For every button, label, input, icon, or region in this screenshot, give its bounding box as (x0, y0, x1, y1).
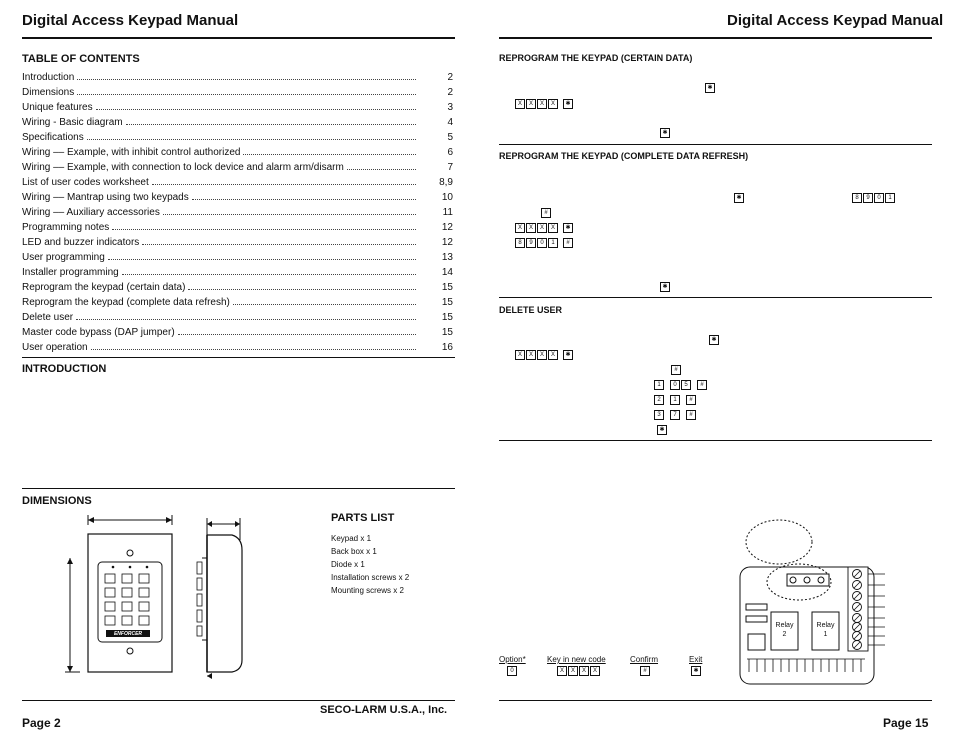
key-x: X (548, 350, 558, 360)
section-rule (499, 297, 932, 298)
key-hash: # (541, 208, 551, 218)
toc-entry (22, 263, 453, 278)
key-1: 1 (670, 395, 680, 405)
key-star: ✱ (563, 350, 573, 360)
toc-leader-dots (87, 139, 416, 140)
toc-entry (22, 278, 453, 293)
toc-entry-page: 15 (441, 282, 453, 293)
toc-entry (22, 188, 453, 203)
circuit-board-diagram (735, 512, 887, 690)
key-9: 9 (863, 193, 873, 203)
parts-item: Mounting screws x 2 (331, 586, 404, 595)
parts-item: Back box x 1 (331, 547, 377, 556)
key-hash: # (563, 238, 573, 248)
toc-entry (22, 113, 453, 128)
legend-exit-key: ✱ (691, 666, 701, 676)
parts-item: Diode x 1 (331, 560, 365, 569)
toc-entry-page: 11 (442, 207, 453, 218)
toc-entry-title: User operation (22, 342, 88, 353)
key-hash: # (697, 380, 707, 390)
toc-entry (22, 293, 453, 308)
parts-item: Keypad x 1 (331, 534, 372, 543)
section-reprogram-complete-title: REPROGRAM THE KEYPAD (COMPLETE DATA REFRESH) (499, 151, 749, 161)
toc-entry (22, 83, 453, 98)
key-1: 1 (654, 380, 664, 390)
toc-entry (22, 128, 453, 143)
legend-confirm-key: # (640, 666, 650, 676)
left-header-rule (22, 37, 455, 39)
footer-company: SECO-LARM U.S.A., Inc. (320, 704, 448, 716)
toc-leader-dots (152, 184, 416, 185)
toc-entry (22, 338, 453, 353)
key-star: ✱ (660, 282, 670, 292)
key-star: ✱ (660, 128, 670, 138)
toc-entry-page: 10 (441, 192, 453, 203)
toc-entry-title: Specifications (22, 132, 84, 143)
key-x: X (526, 350, 536, 360)
key-star: ✱ (563, 99, 573, 109)
toc-entry-title: Introduction (22, 72, 75, 83)
toc-entry-page: 12 (441, 237, 453, 248)
toc-entry-title: Dimensions (22, 87, 75, 98)
toc-leader-dots (77, 79, 416, 80)
toc-leader-dots (142, 244, 416, 245)
toc-entry-page: 13 (441, 252, 453, 263)
dimensions-rule (22, 488, 455, 489)
toc-entry-page: 16 (441, 342, 453, 353)
key-8: 8 (852, 193, 862, 203)
toc-entry-title: User programming (22, 252, 105, 263)
key-star: ✱ (734, 193, 744, 203)
toc-leader-dots (76, 319, 416, 320)
toc-entry-page: 7 (447, 162, 453, 173)
toc-leader-dots (188, 289, 416, 290)
section-delete-user-title: DELETE USER (499, 305, 563, 315)
key-8: 8 (515, 238, 525, 248)
dimensions-title: DIMENSIONS (22, 495, 92, 507)
toc-entry-page: 15 (441, 297, 453, 308)
toc-entry-title: Reprogram the keypad (complete data refresh) (22, 297, 230, 308)
legend-new-code-label: Key in new code (547, 655, 606, 664)
key-x: X (537, 350, 547, 360)
key-0: 0 (537, 238, 547, 248)
key-x: X (515, 223, 525, 233)
legend-new-code-key: X (557, 666, 567, 676)
toc-entry-title: Installer programming (22, 267, 119, 278)
toc-entry (22, 248, 453, 263)
legend-exit-label: Exit (689, 655, 703, 664)
key-star: ✱ (657, 425, 667, 435)
relay-1-label: Relay 1 (816, 622, 835, 638)
key-hash: # (671, 365, 681, 375)
section-reprogram-certain-title: REPROGRAM THE KEYPAD (CERTAIN DATA) (499, 53, 693, 63)
parts-item: Installation screws x 2 (331, 573, 410, 582)
intro-title: INTRODUCTION (22, 363, 107, 375)
intro-rule (22, 357, 455, 358)
toc-leader-dots (91, 349, 416, 350)
key-x: X (515, 350, 525, 360)
key-x: X (515, 99, 525, 109)
toc-entry-title: Programming notes (22, 222, 110, 233)
toc-entry (22, 143, 453, 158)
legend-confirm-label: Confirm (630, 655, 659, 664)
left-footer-rule (22, 700, 455, 701)
toc-entry (22, 233, 453, 248)
keypad-dimension-drawing (60, 510, 260, 685)
toc-entry (22, 98, 453, 113)
key-x: X (526, 223, 536, 233)
key-x: X (548, 223, 558, 233)
key-1: 1 (548, 238, 558, 248)
toc-leader-dots (108, 259, 416, 260)
toc-entry (22, 173, 453, 188)
toc-entry-page: 12 (441, 222, 453, 233)
key-0: 0 (874, 193, 884, 203)
relay-2-label: Relay 2 (775, 622, 794, 638)
toc-entry (22, 158, 453, 173)
key-star: ✱ (709, 335, 719, 345)
toc-entry-page: 2 (447, 72, 453, 83)
toc-entry-page: 3 (447, 102, 453, 113)
toc-leader-dots (243, 154, 416, 155)
toc-entry-page: 5 (447, 132, 453, 143)
key-hash: # (686, 395, 696, 405)
toc-leader-dots (96, 109, 416, 110)
key-star: ✱ (705, 83, 715, 93)
right-page-header: Digital Access Keypad Manual (727, 12, 944, 29)
left-page-header: Digital Access Keypad Manual (22, 12, 239, 29)
left-page-number: Page 2 (22, 716, 61, 730)
toc-entry-title: Master code bypass (DAP jumper) (22, 327, 175, 338)
toc-entry-title: Reprogram the keypad (certain data) (22, 282, 186, 293)
toc-entry-page: 6 (447, 147, 453, 158)
toc-entry (22, 68, 453, 83)
key-5: 5 (681, 380, 691, 390)
toc-entry-title: Wiring –– Example, with inhibit control authorized (22, 147, 241, 158)
toc-entry-title: List of user codes worksheet (22, 177, 149, 188)
legend-option-label: Option* (499, 655, 526, 664)
legend-new-code-key: X (579, 666, 589, 676)
toc-entry-title: Unique features (22, 102, 93, 113)
toc-entry-page: 2 (447, 87, 453, 98)
key-9: 9 (526, 238, 536, 248)
right-footer-rule (499, 700, 932, 701)
toc-title: TABLE OF CONTENTS (22, 53, 140, 65)
toc-leader-dots (122, 274, 416, 275)
right-page-number: Page 15 (883, 716, 929, 730)
key-x: X (537, 99, 547, 109)
toc-entry-page: 4 (447, 117, 453, 128)
legend-new-code-key: X (590, 666, 600, 676)
key-hash: # (686, 410, 696, 420)
key-7: 7 (670, 410, 680, 420)
toc-entry-page: 15 (441, 327, 453, 338)
toc-entry (22, 323, 453, 338)
toc-entry (22, 203, 453, 218)
section-rule (499, 144, 932, 145)
toc-leader-dots (347, 169, 416, 170)
legend-option-key: 0 (507, 666, 517, 676)
toc-entry-title: Wiring - Basic diagram (22, 117, 123, 128)
key-x: X (537, 223, 547, 233)
toc-leader-dots (112, 229, 416, 230)
key-2: 2 (654, 395, 664, 405)
toc-entry-title: Wiring –– Mantrap using two keypads (22, 192, 189, 203)
toc-entry-title: Wiring –– Auxiliary accessories (22, 207, 160, 218)
key-0: 0 (670, 380, 680, 390)
keypad-brand-label: ENFORCER (113, 631, 143, 637)
key-star: ✱ (563, 223, 573, 233)
toc-leader-dots (163, 214, 416, 215)
toc-leader-dots (233, 304, 416, 305)
key-3: 3 (654, 410, 664, 420)
toc-leader-dots (178, 334, 416, 335)
parts-list-title: PARTS LIST (331, 512, 395, 524)
right-header-rule (499, 37, 932, 39)
toc-entry-page: 8,9 (439, 177, 453, 188)
toc-leader-dots (126, 124, 416, 125)
legend-new-code-key: X (568, 666, 578, 676)
toc-entry (22, 218, 453, 233)
toc-entry-page: 15 (441, 312, 453, 323)
toc-leader-dots (77, 94, 416, 95)
key-x: X (548, 99, 558, 109)
key-1: 1 (885, 193, 895, 203)
toc-entry-page: 14 (441, 267, 453, 278)
toc-entry-title: LED and buzzer indicators (22, 237, 140, 248)
toc-entry-title: Delete user (22, 312, 74, 323)
toc-entry-title: Wiring –– Example, with connection to lock device and alarm arm/disarm (22, 162, 344, 173)
section-rule (499, 440, 932, 441)
toc-entry (22, 308, 453, 323)
key-x: X (526, 99, 536, 109)
toc-leader-dots (192, 199, 416, 200)
